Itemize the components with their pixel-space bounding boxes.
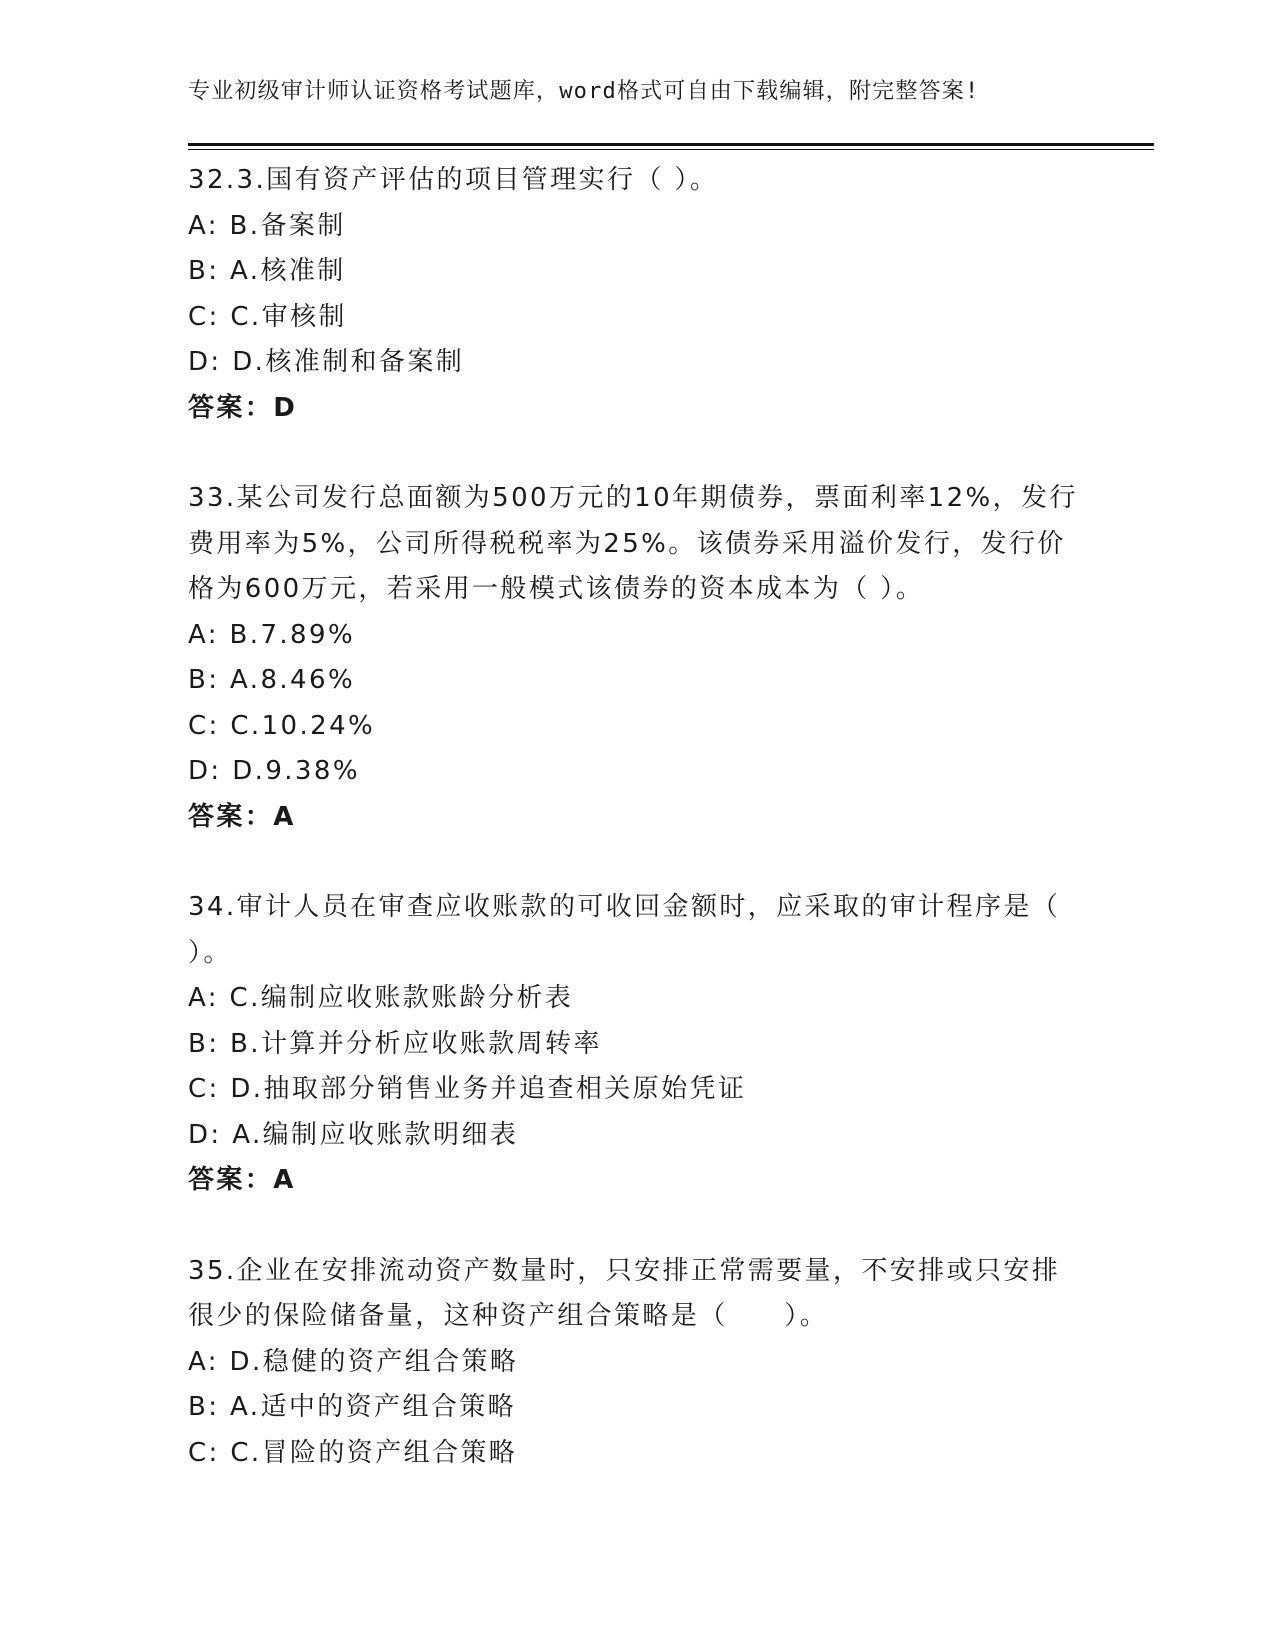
question-stem: 33.某公司发行总面额为500万元的10年期债券，票面利率12%，发行费用率为5%，公司所得税税率为25%。该债券采用溢价发行，发行价格为600万元，若采用一般模式该债券的资本成本为（ ）。 — [188, 483, 1078, 604]
question-35 — [188, 1249, 1088, 1477]
option-a: A: B.7.89% — [188, 619, 356, 650]
option-b: B: B.计算并分析应收账款周转率 — [188, 1028, 602, 1059]
answer-line: 答案：D — [188, 392, 298, 423]
question-33 — [188, 476, 1088, 840]
question-stem: 35.企业在安排流动资产数量时，只安排正常需要量，不安排或只安排很少的保险储备量，这种资产组合策略是（ ）。 — [188, 1255, 1061, 1331]
question-stem: 32.3.国有资产评估的项目管理实行（ ）。 — [188, 165, 719, 195]
option-d: D: A.编制应收账款明细表 — [188, 1119, 519, 1150]
option-b: B: A.核准制 — [188, 256, 346, 286]
option-a: A: C.编制应收账款账龄分析表 — [188, 983, 574, 1013]
option-c: C: C.审核制 — [188, 301, 347, 332]
option-d: D: D.核准制和备案制 — [188, 347, 465, 377]
question-list — [188, 158, 1088, 1521]
option-b: B: A.8.46% — [188, 665, 356, 695]
question-stem: 34.审计人员在审查应收账款的可收回金额时，应采取的审计程序是（ ）。 — [188, 892, 1061, 968]
option-c: C: D.抽取部分销售业务并追查相关原始凭证 — [188, 1074, 747, 1104]
page-header: 专业初级审计师认证资格考试题库，word格式可自由下载编辑，附完整答案! — [188, 79, 980, 104]
header-rule-thin — [188, 149, 1154, 150]
option-c: C: C.冒险的资产组合策略 — [188, 1437, 518, 1468]
option-c: C: C.10.24% — [188, 710, 376, 741]
question-32 — [188, 158, 1088, 431]
header-rule-thick — [188, 143, 1154, 146]
option-b: B: A.适中的资产组合策略 — [188, 1392, 517, 1422]
option-a: A: B.备案制 — [188, 210, 346, 241]
answer-line: 答案：A — [188, 1165, 296, 1195]
answer-line: 答案：A — [188, 801, 296, 832]
option-a: A: D.稳健的资产组合策略 — [188, 1346, 519, 1377]
option-d: D: D.9.38% — [188, 756, 360, 786]
question-34 — [188, 885, 1088, 1204]
